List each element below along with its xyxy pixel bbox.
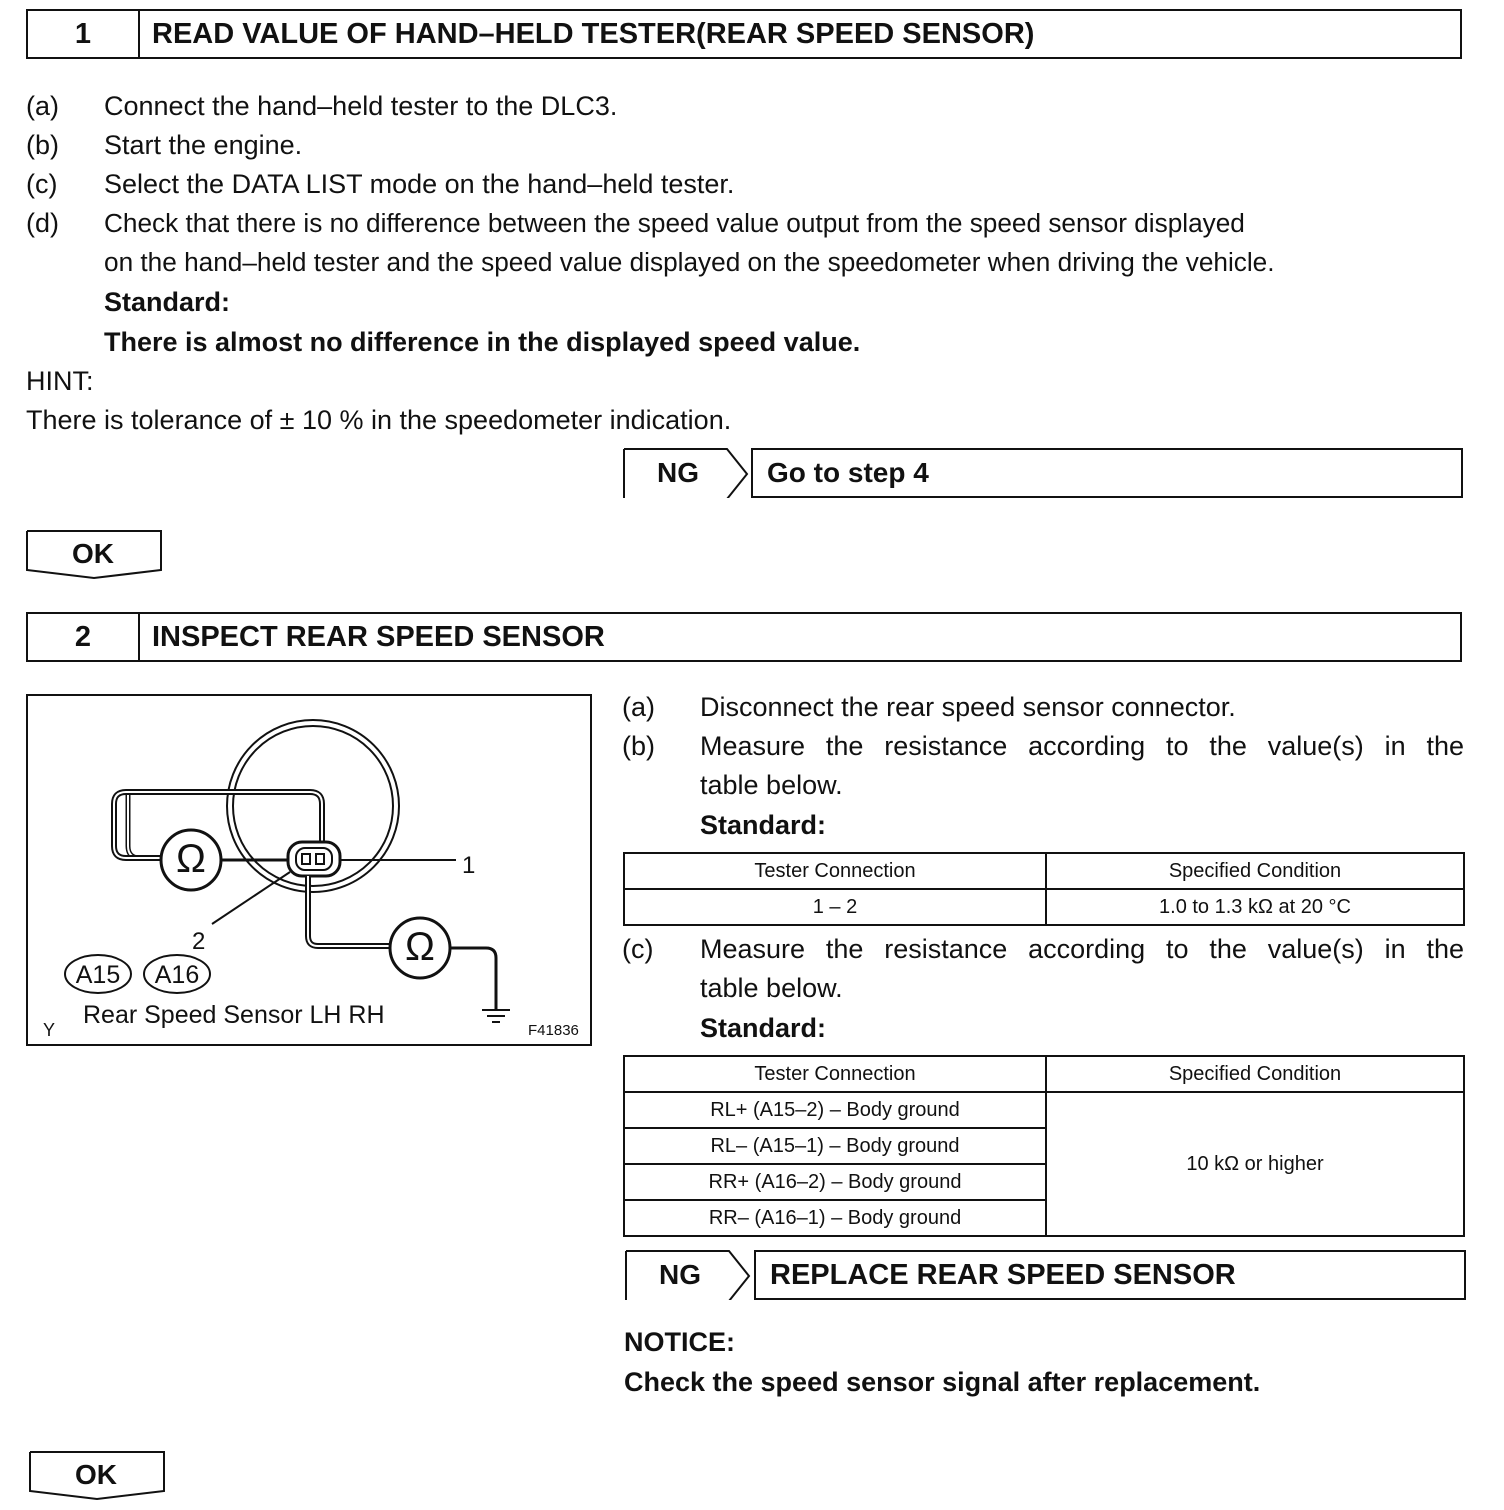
step1-item-a-label: (a) — [26, 91, 59, 121]
step1-ng-action: Go to step 4 — [767, 457, 929, 488]
step1-item-b-text: Start the engine. — [104, 130, 303, 160]
step2-notice-text: Check the speed sensor signal after replacement. — [624, 1367, 1261, 1397]
spec-table-2 — [623, 1055, 1465, 1237]
step1-header — [26, 9, 1462, 59]
left-ohm-symbol: Ω — [176, 837, 206, 881]
table2-row-connection: RR+ (A16–2) – Body ground — [624, 1164, 1046, 1200]
step1-hint-text: There is tolerance of ± 10 % in the speedometer indication. — [26, 405, 732, 435]
connector-code-a16: A16 — [154, 961, 200, 989]
step1-ng-label: NG — [657, 457, 699, 488]
step2-item-c-label: (c) — [622, 934, 654, 964]
table2-header-connection: Tester Connection — [624, 1056, 1046, 1092]
step2-ng-label: NG — [659, 1259, 701, 1290]
step1-ok-label: OK — [72, 538, 114, 569]
step1-item-b-label: (b) — [26, 130, 59, 160]
table2-row-connection: RL+ (A15–2) – Body ground — [624, 1092, 1046, 1128]
step1-item-c-label: (c) — [26, 169, 58, 199]
step2-item-c-text-1: Measure the resistance according to the value(s) in the — [700, 934, 1464, 964]
step2-header — [26, 612, 1462, 662]
step2-item-a-text: Disconnect the rear speed sensor connector. — [700, 692, 1236, 722]
step2-number: 2 — [28, 614, 140, 660]
step1-item-c-text: Select the DATA LIST mode on the hand–held tester. — [104, 169, 735, 199]
table2-condition: 10 kΩ or higher — [1046, 1092, 1464, 1236]
step2-item-c-text-2: table below. — [700, 973, 843, 1003]
sensor-figure — [26, 694, 592, 1046]
callout-2: 2 — [192, 928, 206, 955]
connector-code-a15: A15 — [75, 961, 121, 989]
table1-header-condition: Specified Condition — [1046, 853, 1464, 889]
figure-corner-mark: Y — [43, 1020, 56, 1040]
right-ohm-symbol: Ω — [405, 925, 435, 969]
step2-ng-action: REPLACE REAR SPEED SENSOR — [770, 1259, 1236, 1291]
spec-table-1 — [623, 852, 1465, 926]
step1-item-a-text: Connect the hand–held tester to the DLC3. — [104, 91, 618, 121]
step1-standard-text: There is almost no difference in the displayed speed value. — [104, 327, 861, 357]
figure-caption: Rear Speed Sensor LH RH — [83, 1001, 385, 1029]
callout-1: 1 — [462, 852, 476, 879]
table1-cell-condition: 1.0 to 1.3 kΩ at 20 °C — [1046, 889, 1464, 925]
step1-ng-action-box — [751, 448, 1463, 498]
step2-ng-action-box — [754, 1250, 1466, 1300]
step2-item-b-label: (b) — [622, 731, 655, 761]
table2-row-connection: RR– (A16–1) – Body ground — [624, 1200, 1046, 1236]
step1-title: READ VALUE OF HAND–HELD TESTER(REAR SPEED SENSOR) — [152, 18, 1035, 50]
step1-item-d-text-2: on the hand–held tester and the speed value displayed on the speedometer when driving the vehicle. — [104, 247, 1275, 277]
step1-item-d-text-1: Check that there is no difference between the speed value output from the speed sensor displayed — [104, 208, 1245, 238]
step2-title: INSPECT REAR SPEED SENSOR — [152, 621, 605, 653]
step2-notice-label: NOTICE: — [624, 1327, 735, 1357]
table2-row-connection: RL– (A15–1) – Body ground — [624, 1128, 1046, 1164]
step2-standard-label-1: Standard: — [700, 810, 827, 840]
step1-standard-label: Standard: — [104, 287, 231, 317]
step1-hint-label: HINT: — [26, 366, 94, 396]
table1-cell-connection: 1 – 2 — [624, 889, 1046, 925]
step2-item-b-text-1: Measure the resistance according to the value(s) in the — [700, 731, 1464, 761]
step2-ok-label: OK — [75, 1459, 117, 1490]
step2-standard-label-2: Standard: — [700, 1013, 827, 1043]
step1-number: 1 — [28, 11, 140, 57]
figure-id: F41836 — [528, 1022, 579, 1039]
step2-item-b-text-2: table below. — [700, 770, 843, 800]
table2-header-condition: Specified Condition — [1046, 1056, 1464, 1092]
table1-header-connection: Tester Connection — [624, 853, 1046, 889]
step1-item-d-label: (d) — [26, 208, 59, 238]
sensor-diagram — [28, 696, 590, 1044]
step2-item-a-label: (a) — [622, 692, 655, 722]
